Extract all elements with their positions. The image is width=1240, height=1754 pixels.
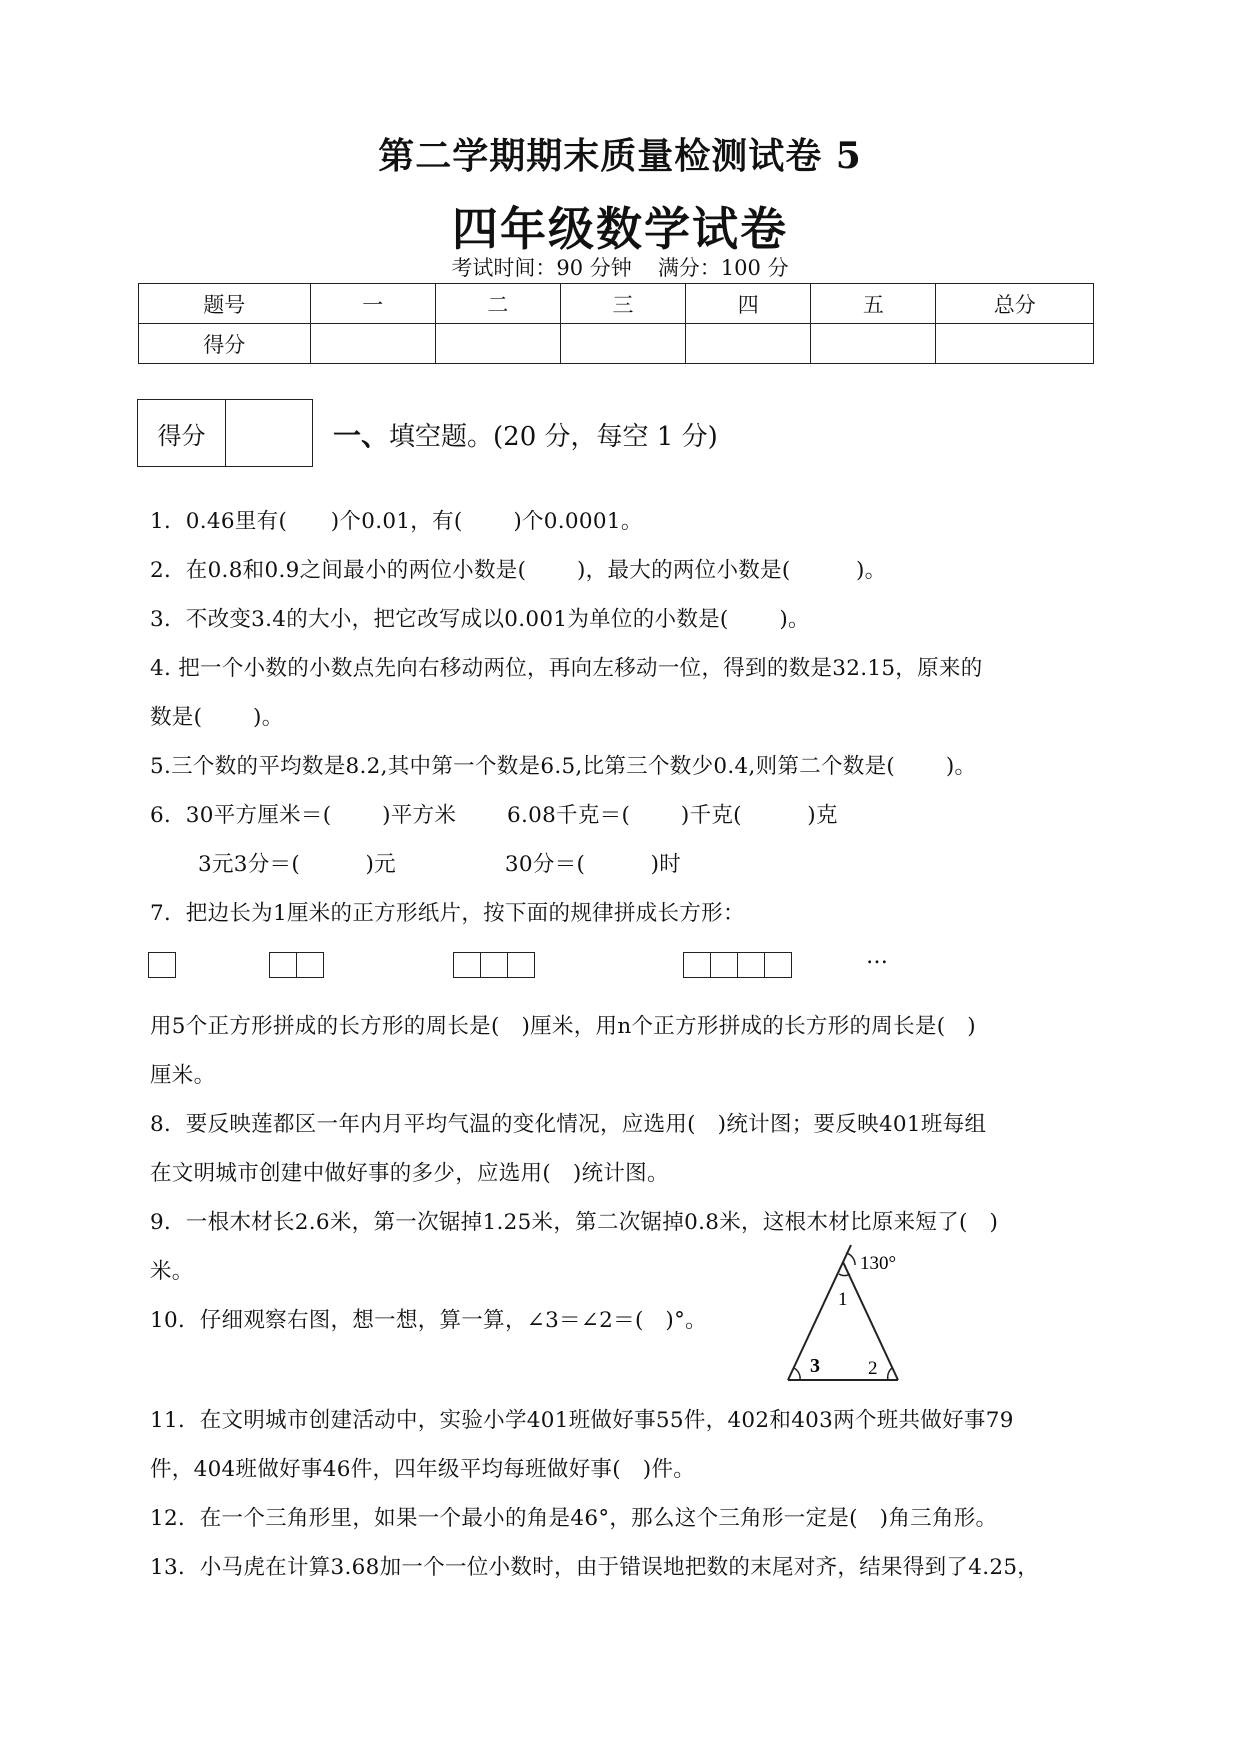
square-shape [480,952,508,978]
question-6-line2: 3元3分＝( )元 30分＝( )时 [198,852,682,877]
question-9-line2: 米。 [150,1259,194,1284]
score-input-cell[interactable] [435,324,560,364]
score-table-cell: 一 [310,284,435,324]
section-score-label: 得分 [138,400,226,466]
question-7-line2: 用5个正方形拼成的长方形的周长是( )厘米，用n个正方形拼成的长方形的周长是( ) [150,1014,976,1039]
question-8-line1: 8．要反映莲都区一年内月平均气温的变化情况，应选用( )统计图；要反映401班每组 [150,1112,987,1137]
question-10: 10．仔细观察右图，想一想，算一算，∠3＝∠2＝( )°。 [150,1308,707,1333]
square-shape [148,952,176,978]
angle-3-label: 3 [810,1355,820,1377]
score-input-cell[interactable] [811,324,936,364]
question-11-line1: 11．在文明城市创建活动中，实验小学401班做好事55件，402和403两个班共做好事79 [150,1408,1014,1433]
exam-time: 考试时间：90 分钟 [451,256,632,280]
full-score: 满分：100 分 [657,256,789,280]
square-shape [737,952,765,978]
question-4-line2: 数是( )。 [150,705,284,730]
question-11-line2: 件，404班做好事46件，四年级平均每班做好事( )件。 [150,1457,696,1482]
question-5: 5.三个数的平均数是8.2,其中第一个数是6.5,比第三个数少0.4,则第二个数是( )。 [150,754,977,779]
score-input-cell[interactable] [310,324,435,364]
angle-1-arc [839,1274,850,1276]
score-input-cell[interactable] [936,324,1094,364]
square-shape [269,952,297,978]
score-table-cell: 四 [686,284,811,324]
question-3: 3．不改变3.4的大小，把它改写成以0.001为单位的小数是( )。 [150,607,810,632]
square-shape [710,952,738,978]
exam-info [0,252,1240,282]
square-shape [764,952,792,978]
square-shape [507,952,535,978]
section-title [333,414,718,454]
question-1: 1．0.46里有( )个0.01，有( )个0.0001。 [150,509,643,534]
question-8-line2: 在文明城市创建中做好事的多少，应选用( )统计图。 [150,1161,669,1186]
square-shape [453,952,481,978]
angle-1-label: 1 [838,1289,848,1310]
question-7-line3: 厘米。 [150,1063,216,1088]
score-input-cell[interactable] [686,324,811,364]
angle-2-arc [888,1368,892,1380]
score-input-cell[interactable] [560,324,685,364]
angle-130-label: 130° [860,1253,897,1274]
section-score-box [137,399,313,467]
angle-3-arc [794,1368,800,1380]
question-6-line1: 6．30平方厘米＝( )平方米 6.08千克＝( )千克( )克 [150,803,838,828]
score-table-cell: 总分 [936,284,1094,324]
question-2: 2．在0.8和0.9之间最小的两位小数是( )，最大的两位小数是( )。 [150,558,887,583]
score-table-header-row [139,284,1094,324]
pattern-ellipsis: … [866,944,888,969]
score-table-cell: 得分 [139,324,311,364]
score-table [138,283,1094,364]
angle-2-label: 2 [868,1358,878,1379]
score-table-score-row [139,324,1094,364]
exam-subtitle: 四年级数学试卷 [452,202,788,256]
question-7-line1: 7．把边长为1厘米的正方形纸片，按下面的规律拼成长方形： [150,901,745,926]
section-score-input[interactable] [226,400,312,466]
score-table-cell: 题号 [139,284,311,324]
question-9-line1: 9．一根木材长2.6米，第一次锯掉1.25米，第二次锯掉0.8米，这根木材比原来短了( ) [150,1210,999,1235]
section-number: 一、 [333,419,390,452]
question-13: 13．小马虎在计算3.68加一个一位小数时，由于错误地把数的末尾对齐，结果得到了4.25， [150,1555,1040,1580]
score-table-cell: 五 [811,284,936,324]
score-table-cell: 二 [435,284,560,324]
exam-title: 第二学期期末质量检测试卷 5 [378,135,862,177]
question-12: 12．在一个三角形里，如果一个最小的角是46°，那么这个三角形一定是( )角三角形。 [150,1506,998,1531]
triangle-figure [780,1240,910,1392]
score-table-cell: 三 [560,284,685,324]
section-title-text: 填空题。(20 分，每空 1 分) [389,422,718,452]
square-shape [683,952,711,978]
square-shape [296,952,324,978]
question-4-line1: 4. 把一个小数的小数点先向右移动两位，再向左移动一位，得到的数是32.15，原来的 [150,656,983,681]
